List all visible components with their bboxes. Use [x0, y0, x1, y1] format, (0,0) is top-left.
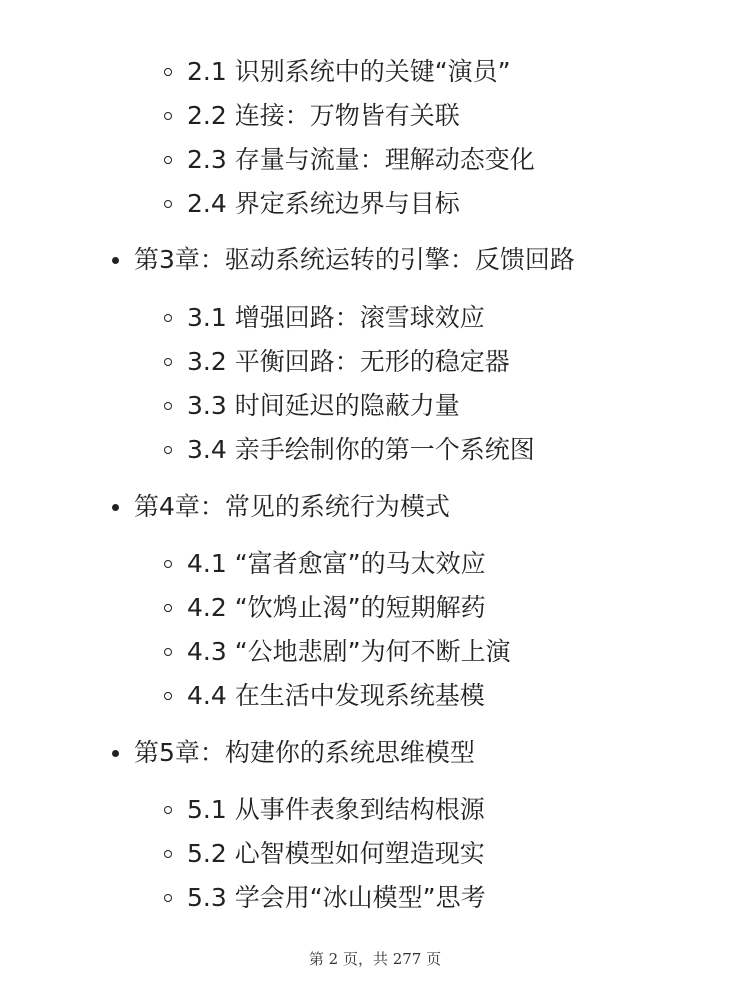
hollow-bullet-icon [164, 314, 172, 322]
toc-item-label: 5.3 学会用“冰山模型”思考 [187, 883, 486, 912]
toc-item-label: 4.3 “公地悲剧”为何不断上演 [187, 637, 511, 666]
toc-item-label: 2.1 识别系统中的关键“演员” [187, 57, 511, 86]
toc-item-label: 2.4 界定系统边界与目标 [187, 189, 460, 218]
hollow-bullet-icon [164, 850, 172, 858]
filled-bullet-icon [112, 257, 119, 264]
toc-item-label: 3.2 平衡回路：无形的稳定器 [187, 347, 510, 376]
toc-chapter-label: 第5章：构建你的系统思维模型 [134, 738, 475, 767]
toc-item-label: 3.1 增强回路：滚雪球效应 [187, 303, 485, 332]
hollow-bullet-icon [164, 156, 172, 164]
hollow-bullet-icon [164, 604, 172, 612]
toc-item-label: 4.4 在生活中发现系统基模 [187, 681, 485, 710]
toc-item-label: 4.1 “富者愈富”的马太效应 [187, 549, 486, 578]
toc-chapter-label: 第3章：驱动系统运转的引擎：反馈回路 [134, 245, 575, 274]
toc-item-label: 5.2 心智模型如何塑造现实 [187, 839, 485, 868]
hollow-bullet-icon [164, 446, 172, 454]
hollow-bullet-icon [164, 200, 172, 208]
hollow-bullet-icon [164, 112, 172, 120]
filled-bullet-icon [112, 750, 119, 757]
toc-item-label: 3.3 时间延迟的隐蔽力量 [187, 391, 460, 420]
hollow-bullet-icon [164, 648, 172, 656]
filled-bullet-icon [112, 504, 119, 511]
toc-chapter-label: 第4章：常见的系统行为模式 [134, 492, 450, 521]
toc-item-label: 5.1 从事件表象到结构根源 [187, 795, 485, 824]
hollow-bullet-icon [164, 806, 172, 814]
toc-item-label: 2.3 存量与流量：理解动态变化 [187, 145, 535, 174]
hollow-bullet-icon [164, 68, 172, 76]
hollow-bullet-icon [164, 692, 172, 700]
toc-item-label: 4.2 “饮鸩止渴”的短期解药 [187, 593, 486, 622]
toc-item-label: 3.4 亲手绘制你的第一个系统图 [187, 435, 535, 464]
hollow-bullet-icon [164, 402, 172, 410]
hollow-bullet-icon [164, 358, 172, 366]
hollow-bullet-icon [164, 560, 172, 568]
toc-item-label: 2.2 连接：万物皆有关联 [187, 101, 460, 130]
page-number-footer: 第 2 页，共 277 页 [308, 950, 442, 968]
hollow-bullet-icon [164, 894, 172, 902]
